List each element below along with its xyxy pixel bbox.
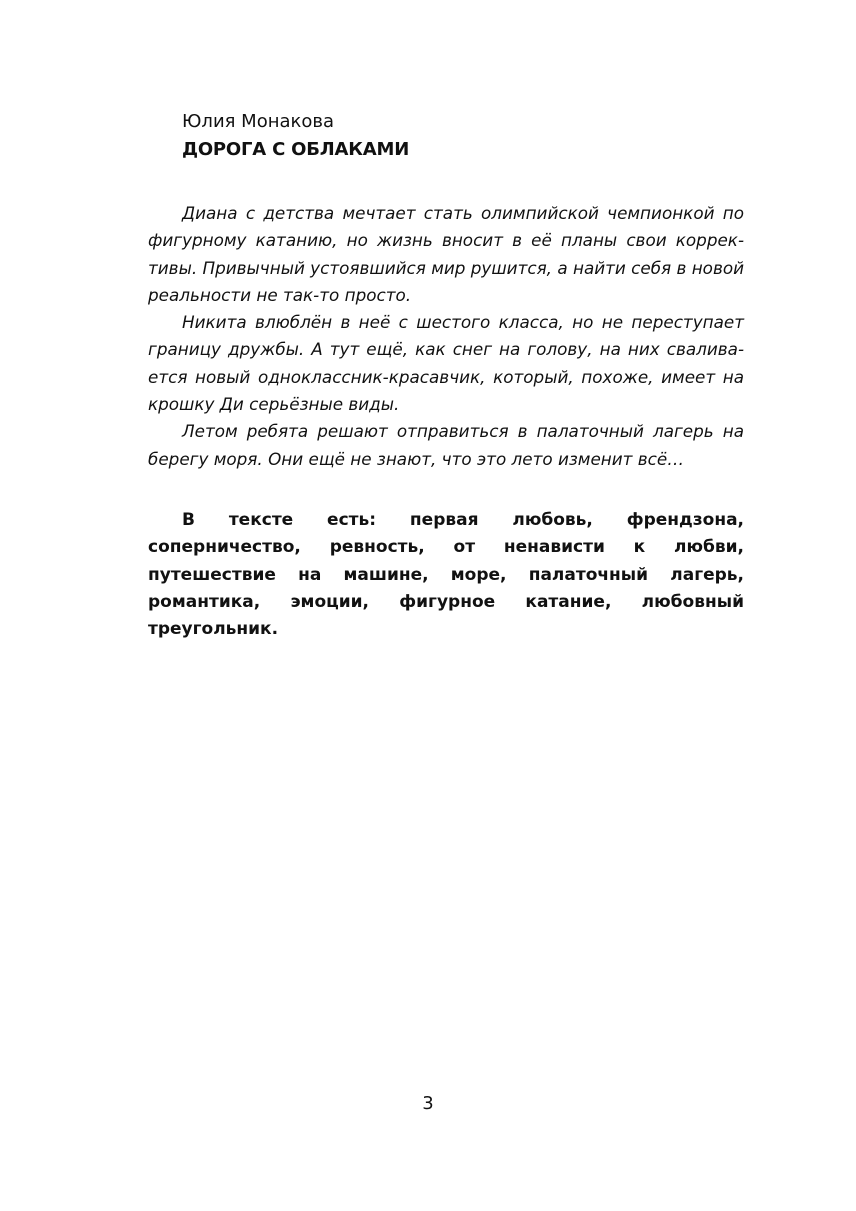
author-name: Юлия Монакова (182, 111, 335, 132)
annotation-paragraph: Никита влюблён в неё с шестого класса, но не переступает границу дружбы. А тут ещё, как снег на голову, на них сваливается новый одноклассник-красавчик, который, похоже, имеет на крошку Ди серьёзные виды. (148, 312, 744, 415)
tags-paragraph: В тексте есть: первая любовь, френдзона, соперничество, ревность, от ненависти к любви, путешествие на машине, море, палаточный лагерь, романтика, эмоции, фигурное катание, любовный треугольник. (148, 509, 744, 640)
annotation (148, 200, 744, 473)
book-title: ДОРОГА С ОБЛАКАМИ (182, 139, 410, 160)
page-content (148, 108, 744, 643)
annotation-paragraph: Летом ребята решают отправиться в палаточный лагерь на берегу моря. Они ещё не знают, что это лето изменит всё… (148, 421, 744, 469)
annotation-paragraph: Диана с детства мечтает стать олимпийской чемпионкой по фигурному катанию, но жизнь вносит в её планы свои коррективы. Привычный устоявшийся мир рушится, а найти себя в новой реальности не так-то просто. (148, 203, 745, 305)
page-number: 3 (422, 1093, 434, 1114)
